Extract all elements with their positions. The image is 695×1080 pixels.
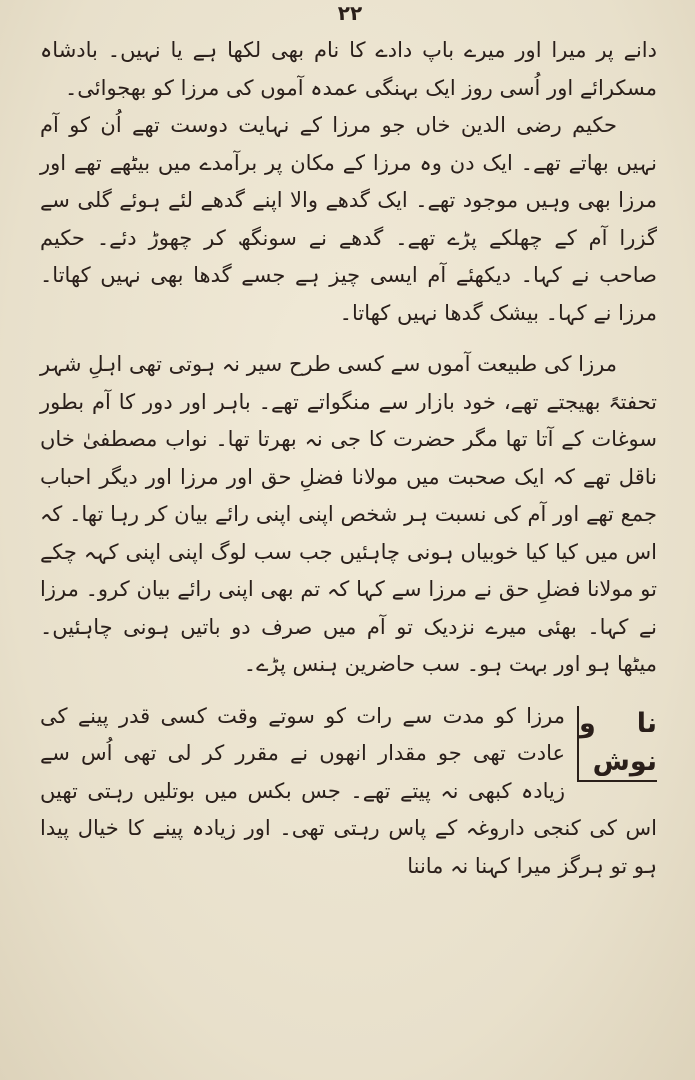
paragraph-2: حکیم رضی الدین خاں جو مرزا کے نہایت دوست تھے اُن کو آم نہیں بھاتے تھے۔ ایک دن وہ مرزا کے مکان پر برآمدے میں بیٹھے تھے اور مرزا بھی وہیں موجود تھے۔ ایک گدھے والا اپنے گدھے لئے ہوئے گلی سے گزرا آم کے چھلکے پڑے تھے۔ گدھے نے سونگھ کر چھوڑ دئے۔ حکیم صاحب نے کہا۔ دیکھئے آم ایسی چیز ہے جسے گدھا بھی نہیں کھاتا۔ مرزا نے کہا۔ بیشک گدھا نہیں کھاتا۔ <box>40 113 657 325</box>
paragraph-1: دانے پر میرا اور میرے باپ دادے کا نام بھی لکھا ہے یا نہیں۔ بادشاہ مسکرائے اور اُسی روز ایک بہنگی عمدہ آموں کی مرزا کو بھجوائی۔ <box>40 38 657 100</box>
page-number: ۲۲ <box>337 1 363 25</box>
paragraph-4: مرزا کو مدت سے رات کو سوتے وقت کسی قدر پینے کی عادت تھی جو مقدار انھوں نے مقرر کر لی تھی اُس سے زیادہ کبھی نہ پیتے تھے۔ جس بکس میں بوتلیں رہتی تھیں اس کی کنجی داروغہ کے پاس رہتی تھی۔ اور زیادہ پینے کا خیال پیدا ہو تو ہرگز میرا کہنا نہ ماننا <box>40 703 657 878</box>
section-heading: نا و نوش <box>577 706 657 782</box>
paragraph-3: مرزا کی طبیعت آموں سے کسی طرح سیر نہ ہوتی تھی اہلِ شہر تحفتہً بھیجتے تھے، خود بازار سے منگواتے تھے۔ باہر اور دور کا آم بطور سوغات کے آتا تھا مگر حضرت کا جی نہ بھرتا تھا۔ نواب مصطفیٰ خاں ناقل تھے کہ ایک صحبت میں مولانا فضلِ حق اور مرزا اور دیگر احباب جمع تھے اور آم کی نسبت ہر شخص اپنی اپنی رائے بیان کر رہا تھا۔ کہ اس میں کیا کیا خوبیاں ہونی چاہئیں جب سب لوگ اپنی اپنی کہہ چکے تو مولانا فضلِ حق نے مرزا سے کہا کہ تم بھی اپنی رائے بیان کرو۔ مرزا نے کہا۔ بھئی میرے نزدیک تو آم میں صرف دو باتیں ہونی چاہئیں۔ میٹھا ہو اور بہت ہو۔ سب حاضرین ہنس پڑے۔ <box>40 352 657 676</box>
page-body <box>40 32 657 885</box>
section-drinking <box>40 698 657 886</box>
